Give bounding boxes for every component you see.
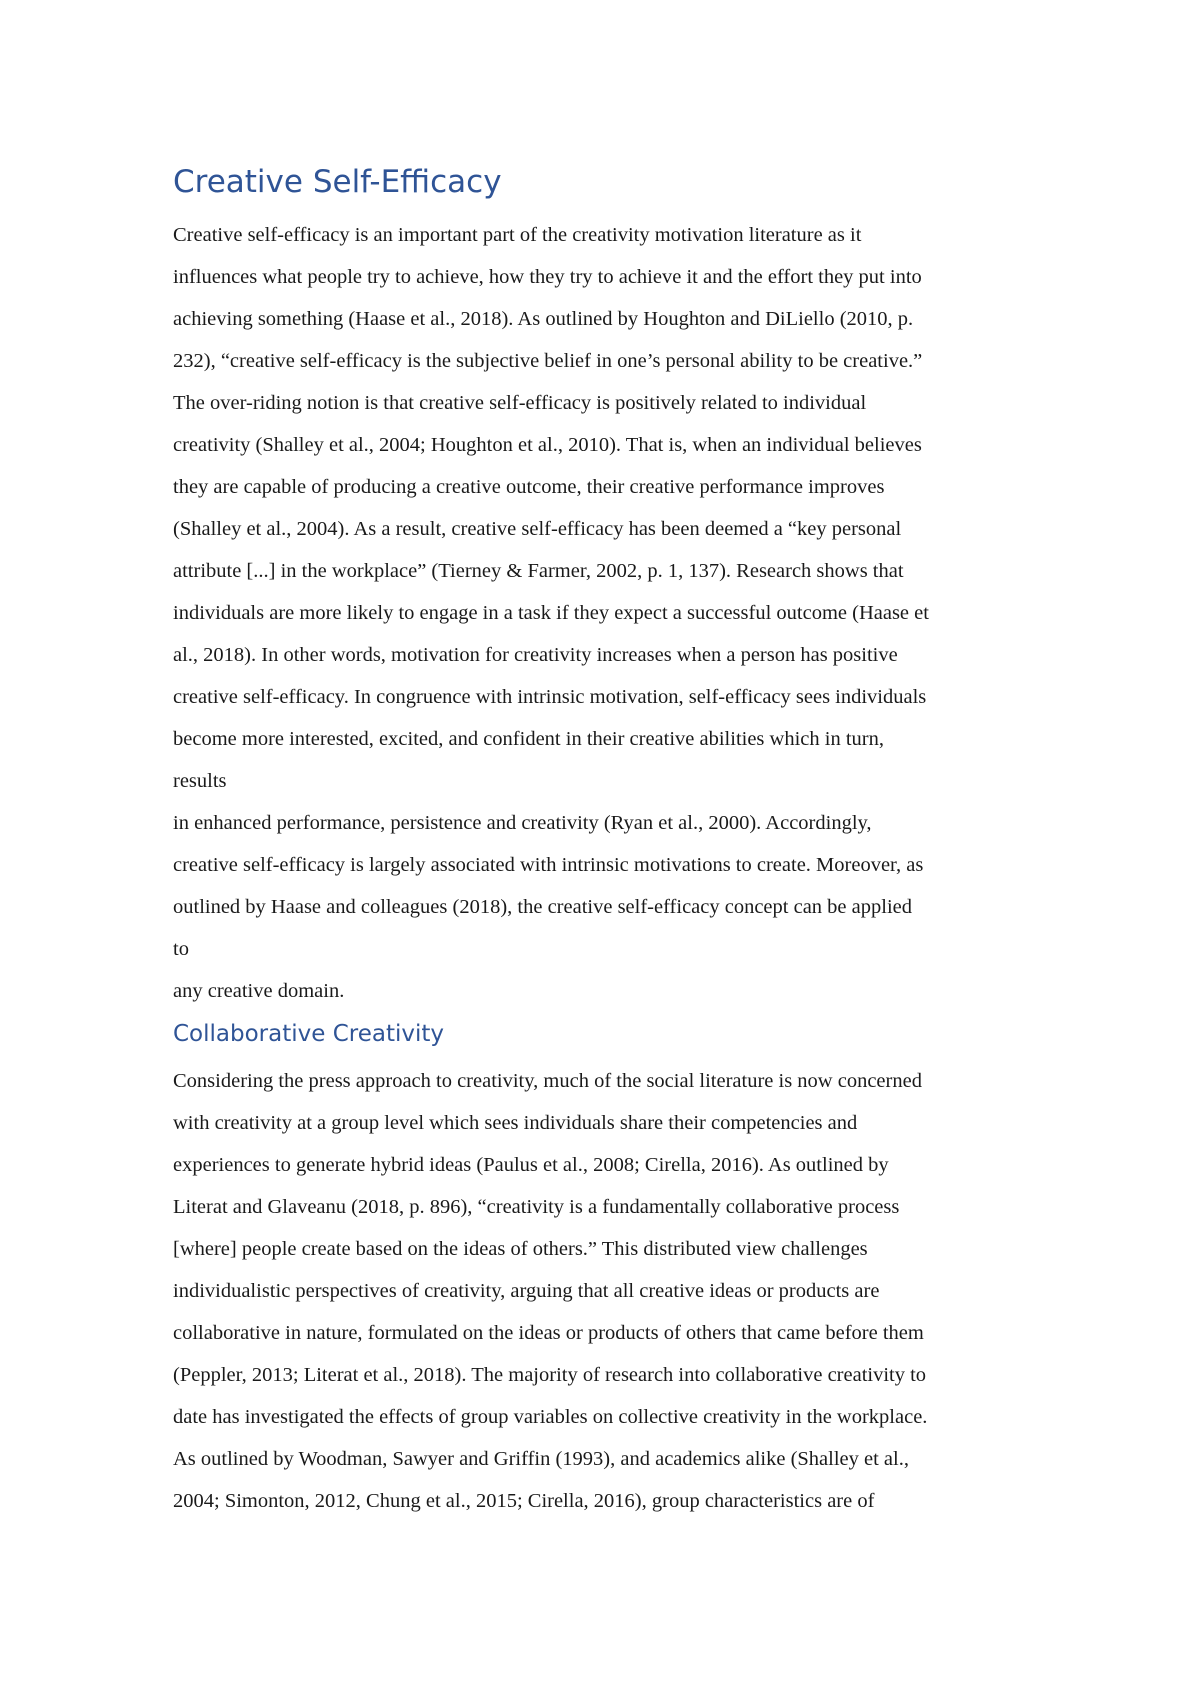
text-line: achieving something (Haase et al., 2018). As outlined by Houghton and DiLiello (2010, p. <box>173 308 914 330</box>
text-line: become more interested, excited, and confident in their creative abilities which in turn, <box>173 728 884 750</box>
text-line: The over-riding notion is that creative self-efficacy is positively related to individual <box>173 392 867 414</box>
text-line: 2004; Simonton, 2012, Chung et al., 2015; Cirella, 2016), group characteristics are of <box>173 1490 875 1512</box>
text-line: to <box>173 938 189 960</box>
text-line: with creativity at a group level which sees individuals share their competencies and <box>173 1112 858 1134</box>
document-body <box>173 162 1038 1522</box>
text-line: outlined by Haase and colleagues (2018), the creative self-efficacy concept can be applied <box>173 896 912 918</box>
text-line: individuals are more likely to engage in a task if they expect a successful outcome (Haase et <box>173 602 929 624</box>
text-line: [where] people create based on the ideas of others.” This distributed view challenges <box>173 1238 868 1260</box>
section-heading-creative-self-efficacy: Creative Self-Efficacy <box>173 164 502 200</box>
text-line: any creative domain. <box>173 980 345 1002</box>
text-line: creative self-efficacy. In congruence with intrinsic motivation, self-efficacy sees individuals <box>173 686 927 708</box>
text-line: creativity (Shalley et al., 2004; Houghton et al., 2010). That is, when an individual believes <box>173 434 922 456</box>
text-line: As outlined by Woodman, Sawyer and Griffin (1993), and academics alike (Shalley et al., <box>173 1448 909 1470</box>
text-line: attribute [...] in the workplace” (Tierney & Farmer, 2002, p. 1, 137). Research shows that <box>173 560 904 582</box>
text-line: they are capable of producing a creative outcome, their creative performance improves <box>173 476 885 498</box>
paragraph-collaborative-creativity <box>173 1060 1038 1522</box>
text-line: al., 2018). In other words, motivation for creativity increases when a person has positive <box>173 644 898 666</box>
text-line: Creative self-efficacy is an important part of the creativity motivation literature as it <box>173 224 862 246</box>
text-line: Considering the press approach to creativity, much of the social literature is now concerned <box>173 1070 922 1092</box>
text-line: influences what people try to achieve, how they try to achieve it and the effort they put into <box>173 266 922 288</box>
paragraph-creative-self-efficacy <box>173 214 1038 1012</box>
text-line: Literat and Glaveanu (2018, p. 896), “creativity is a fundamentally collaborative process <box>173 1196 900 1218</box>
text-line: 232), “creative self-efficacy is the subjective belief in one’s personal ability to be creative.” <box>173 350 923 372</box>
text-line: results <box>173 770 227 792</box>
text-line: creative self-efficacy is largely associated with intrinsic motivations to create. Moreover, as <box>173 854 924 876</box>
text-line: in enhanced performance, persistence and creativity (Ryan et al., 2000). Accordingly, <box>173 812 872 834</box>
text-line: experiences to generate hybrid ideas (Paulus et al., 2008; Cirella, 2016). As outlined by <box>173 1154 889 1176</box>
text-line: date has investigated the effects of group variables on collective creativity in the workplace. <box>173 1406 928 1428</box>
text-line: (Shalley et al., 2004). As a result, creative self-efficacy has been deemed a “key personal <box>173 518 902 540</box>
text-line: (Peppler, 2013; Literat et al., 2018). The majority of research into collaborative creativity to <box>173 1364 927 1386</box>
section-heading-collaborative-creativity: Collaborative Creativity <box>173 1021 445 1047</box>
text-line: individualistic perspectives of creativity, arguing that all creative ideas or products are <box>173 1280 880 1302</box>
text-line: collaborative in nature, formulated on the ideas or products of others that came before them <box>173 1322 924 1344</box>
